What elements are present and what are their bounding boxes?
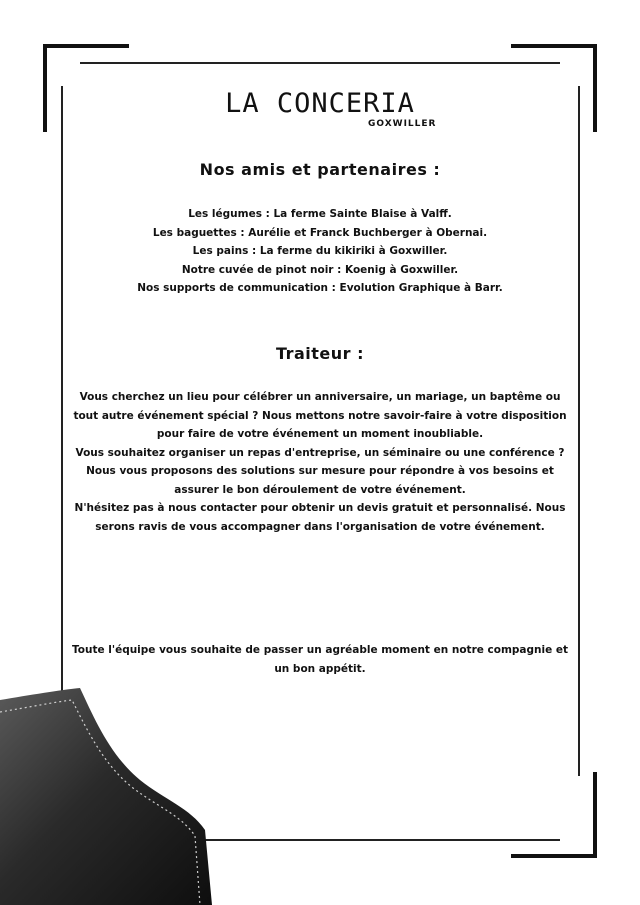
traiteur-paragraph: Vous cherchez un lieu pour célébrer un anniversaire, un mariage, un baptême ou tout autre événement spécial ? Nous mettons notre savoir-faire à votre disposition pour faire de votre événement un moment inoubliable. — [73, 391, 567, 440]
traiteur-paragraph: Vous souhaitez organiser un repas d'entreprise, un séminaire ou une conférence ? Nous vous proposons des solutions sur mesure pour répondre à vos besoins et assurer le bon déroulement de votre événement. — [75, 446, 565, 496]
page-title: LA CONCERIA — [225, 88, 415, 119]
traiteur-paragraph: N'hésitez pas à nous contacter pour obtenir un devis gratuit et personnalisé. Nous serons ravis de vous accompagner dans l'organisation de votre événement. — [74, 502, 566, 533]
frame-corner-top-left-horizontal — [43, 44, 129, 48]
frame-corner-top-right-horizontal — [511, 44, 597, 48]
partner-line: Nos supports de communication : Evolution Graphique à Barr. — [137, 282, 503, 294]
partner-line: Les pains : La ferme du kikiriki à Goxwiller. — [192, 245, 448, 257]
partners-heading: Nos amis et partenaires : — [199, 160, 441, 179]
frame-corner-bottom-right-vertical — [593, 772, 597, 858]
frame-corner-bottom-right-horizontal — [511, 854, 597, 858]
inner-frame-top — [80, 62, 560, 64]
closing-message — [72, 641, 568, 678]
closing-text: Toute l'équipe vous souhaite de passer un agréable moment en notre compagnie et un bon appétit. — [72, 644, 569, 675]
partners-list — [60, 205, 580, 298]
partner-line: Les baguettes : Aurélie et Franck Buchberger à Obernai. — [152, 226, 488, 239]
traiteur-heading: Traiteur : — [275, 344, 365, 363]
traiteur-text — [72, 388, 568, 536]
partner-line: Notre cuvée de pinot noir : Koenig à Goxwiller. — [181, 263, 459, 276]
inner-frame-right — [578, 86, 580, 776]
leather-patch-image — [0, 680, 220, 905]
partner-line: Les légumes : La ferme Sainte Blaise à Valff. — [188, 208, 452, 220]
page-subtitle: GOXWILLER — [368, 119, 437, 129]
